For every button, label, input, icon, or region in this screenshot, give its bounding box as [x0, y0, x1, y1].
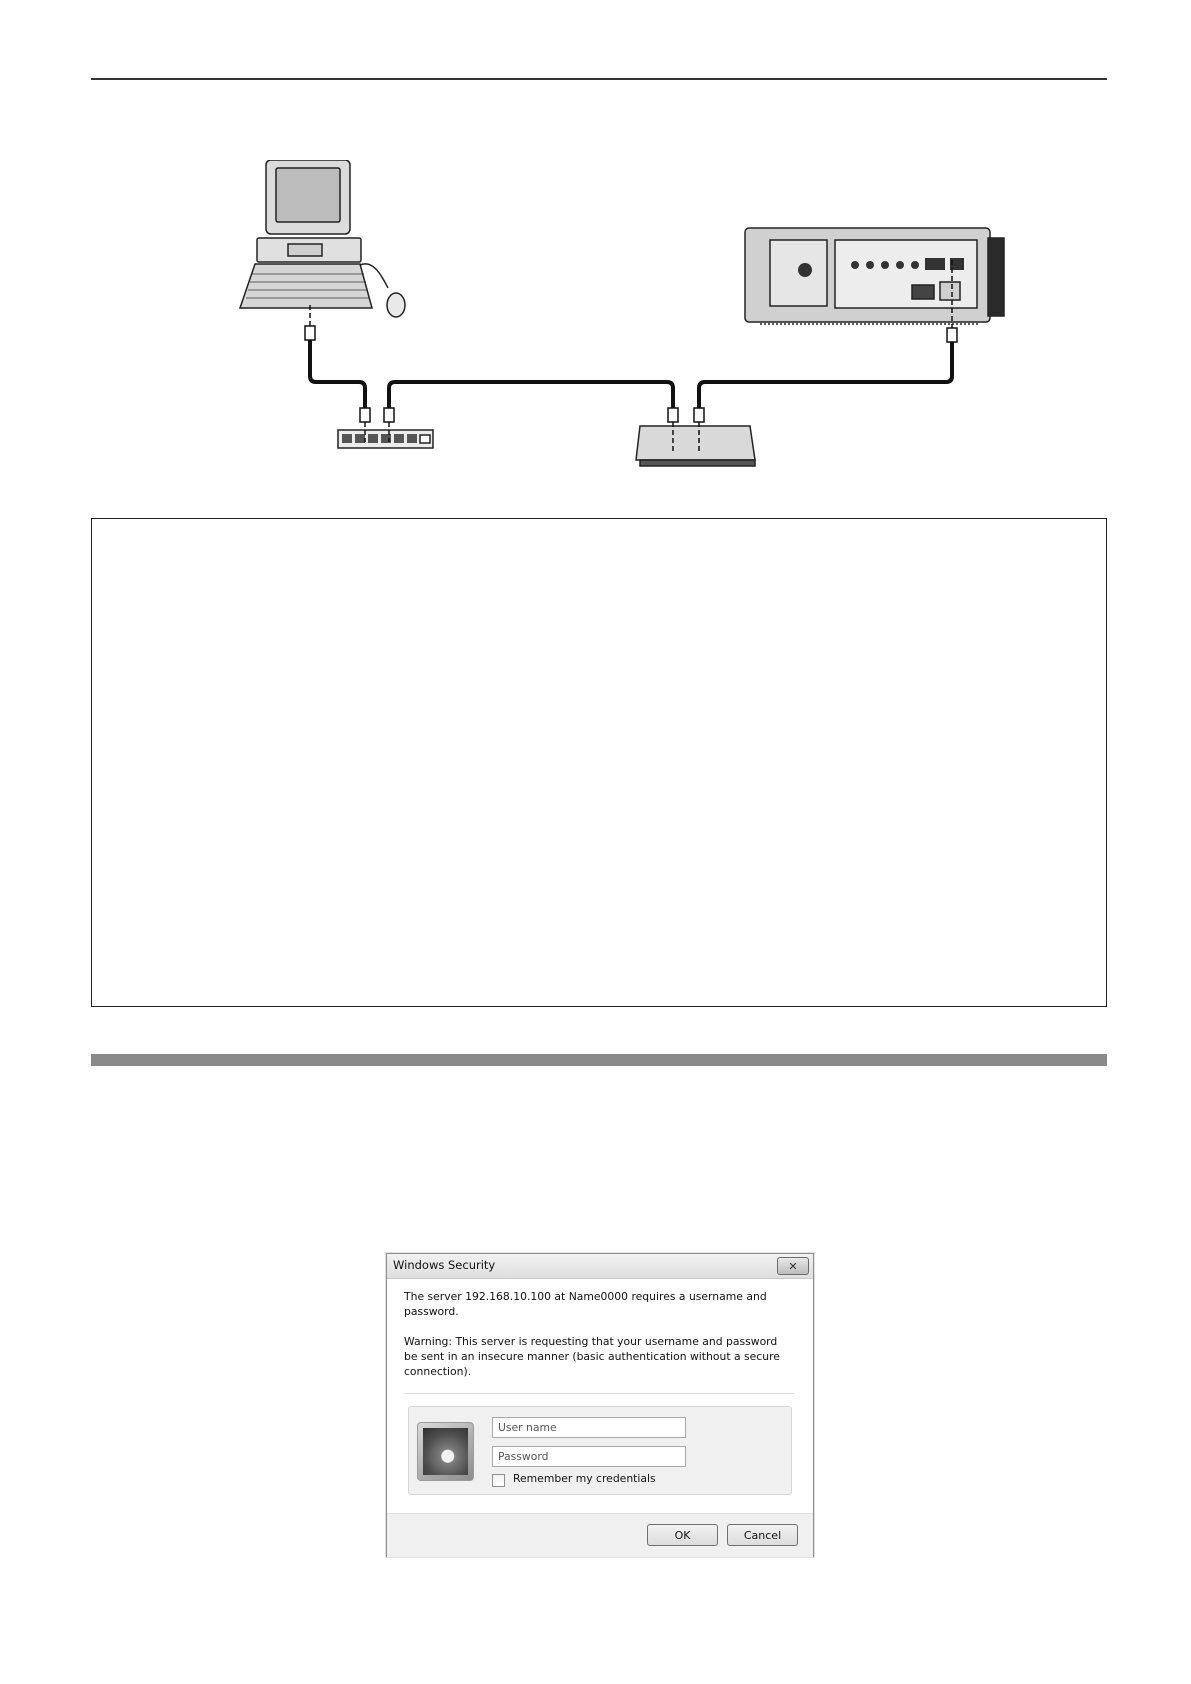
- server-message: The server 192.168.10.100 at Name0000 requires a username and password.: [404, 1290, 767, 1318]
- dialog-titlebar[interactable]: [387, 1254, 813, 1279]
- close-icon: ✕: [788, 1259, 798, 1273]
- network-hub-illustration: [338, 430, 433, 448]
- dialog-separator: [404, 1393, 794, 1394]
- remember-credentials-label: Remember my credentials: [513, 1472, 656, 1485]
- credential-panel: [408, 1406, 792, 1495]
- projector-illustration: [745, 228, 1004, 324]
- username-input[interactable]: [492, 1417, 686, 1438]
- cancel-button[interactable]: Cancel: [727, 1524, 798, 1546]
- computer-illustration: [240, 160, 405, 317]
- header-rule: [91, 78, 1107, 80]
- lan-cables: [310, 326, 952, 408]
- ok-button[interactable]: OK: [647, 1524, 718, 1546]
- diagram-svg: [0, 160, 1191, 480]
- password-input[interactable]: [492, 1446, 686, 1467]
- dialog-body: [387, 1279, 813, 1513]
- user-avatar-image: [423, 1428, 468, 1475]
- section-divider-bar: [91, 1054, 1107, 1066]
- network-connection-diagram: [0, 160, 1191, 480]
- warning-message: Warning: This server is requesting that your username and password be sent in an insecure manner (basic authentication without a secure connection).: [404, 1335, 780, 1378]
- twisted-pair-transmitter-illustration: [636, 426, 755, 466]
- remember-credentials-checkbox[interactable]: [492, 1474, 505, 1487]
- windows-security-dialog: [386, 1253, 814, 1557]
- empty-framed-box: [91, 518, 1107, 1007]
- close-button[interactable]: [777, 1257, 809, 1275]
- dialog-footer: [387, 1513, 813, 1557]
- dialog-title: Windows Security: [393, 1258, 496, 1272]
- rj45-plugs: [305, 326, 957, 422]
- user-avatar: [417, 1422, 474, 1481]
